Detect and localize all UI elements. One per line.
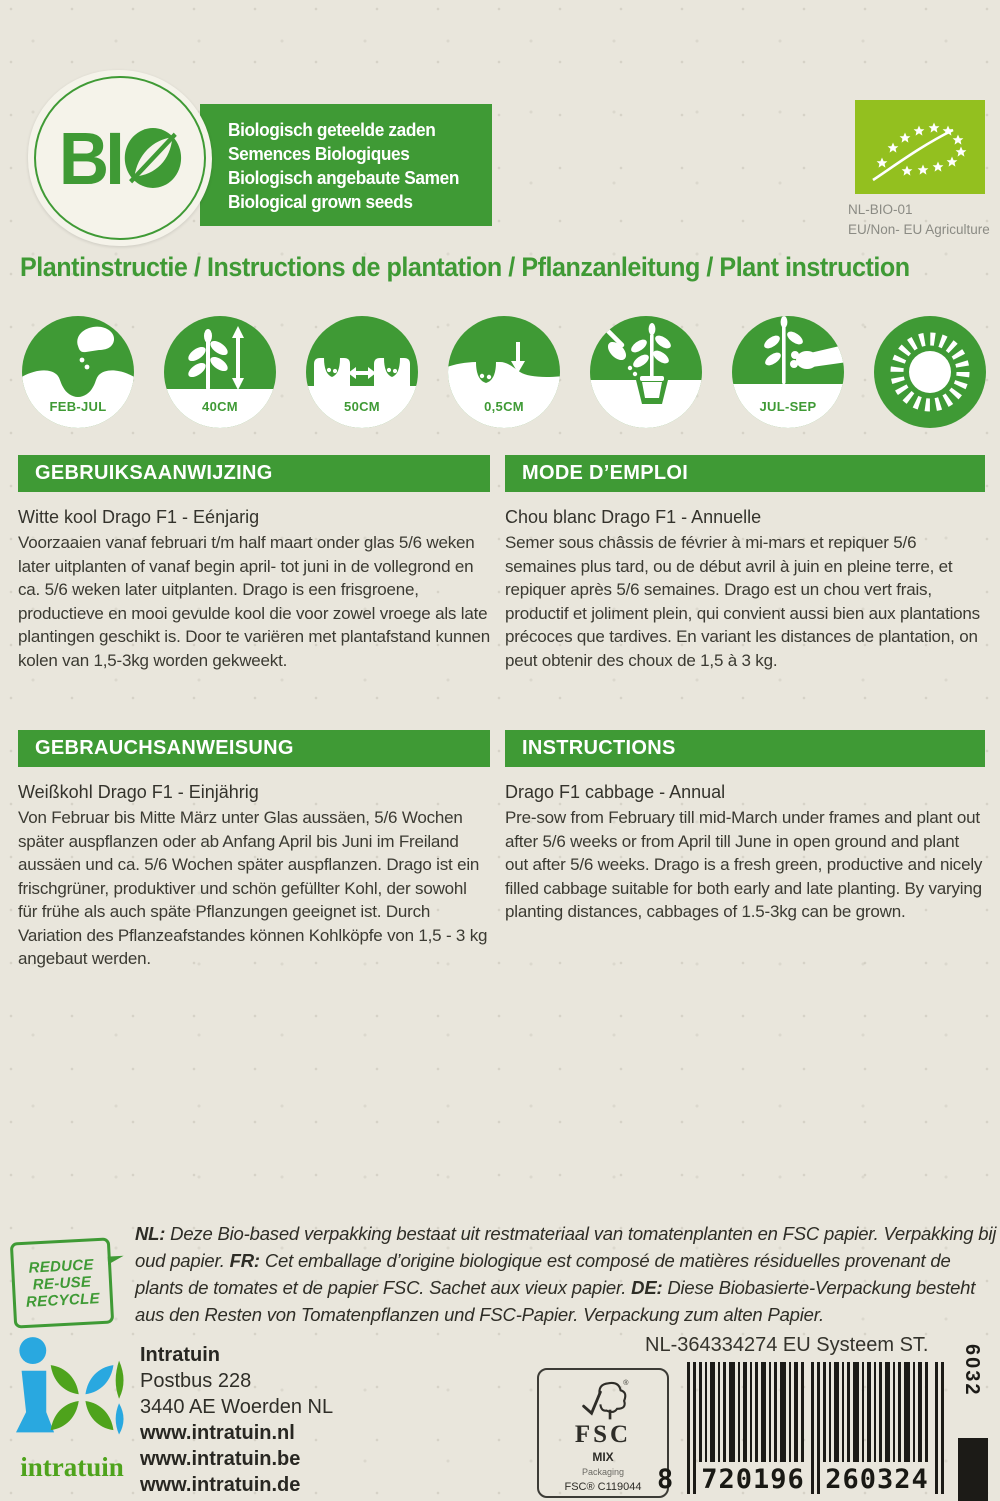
bio-line-fr: Semences Biologiques xyxy=(228,144,410,164)
bio-logo-bi: BI xyxy=(58,116,121,200)
eu-organic-leaf-logo xyxy=(855,100,985,194)
svg-text:®: ® xyxy=(623,1380,629,1388)
plant-height-icon xyxy=(164,316,276,428)
harvest-period-icon xyxy=(732,316,844,428)
address-line: Postbus 228 xyxy=(140,1370,252,1392)
print-mark-bar xyxy=(958,1438,988,1501)
instructions-text-fr: Semer sous châssis de février à mi-mars et repiquer 5/6 semaines plus tard, ou de début avril à juin en pleine terre, et repiquer après 5/6 semaines. Drago est un chou vert frais, productif et joliment plein, qui convient aussi bien aux plantations précoces que tardives. En variant les distances de plantation, on peut obtenir des choux de 1,5 à 3 kg. xyxy=(505,533,980,670)
row-spacing-icon xyxy=(306,316,418,428)
instructions-text-en: Pre-sow from February till mid-March under frames and plant out after 5/6 weeks or from April till June in open ground and plant out after 5/6 weeks. Drago is a fresh green, productive and nicely filled cabbage suitable for both early and late planting. By varying planting distances, cabbages of 1.5-3kg can be grown. xyxy=(505,808,983,921)
variety-title-en: Drago F1 cabbage - Annual xyxy=(505,782,726,802)
bio-leaf-o-icon xyxy=(123,127,181,189)
section-header-de: GEBRAUCHSANWEISUNG xyxy=(18,730,490,767)
packaging-note-fr-label: FR: xyxy=(229,1250,260,1271)
eu-origin: EU/Non- EU Agriculture xyxy=(848,222,990,237)
variety-title-nl: Witte kool Drago F1 - Eénjarig xyxy=(18,507,260,527)
address-line: 3440 AE Woerden NL xyxy=(140,1396,334,1418)
fsc-tree-icon xyxy=(576,1378,630,1422)
bio-line-nl: Biologisch geteelde zaden xyxy=(228,120,436,140)
section-header-en: INSTRUCTIONS xyxy=(505,730,985,767)
packaging-note-de-text: Diese Biobasierte-Verpackung besteht aus den Resten von Tomatenpflanzen und FSC-Papier. Verpackung zum alten Papier. xyxy=(135,1277,976,1325)
instructions-text-nl: Voorzaaien vanaf februari t/m half maart onder glas 5/6 weken later uitplanten of vanaf begin april- tot juni in de vollegrond en ca. 5/6 weken later uitplanten. Drago is een frisgroene, productieve en mooi gevulde kool die voor zowel vroege als late plantingen geschikt is. Door te variëren met plantafstand kunnen kolen van 1,5-3kg worden gekweekt. xyxy=(18,533,490,670)
fsc-label xyxy=(537,1368,669,1498)
recycle-badge-line: RECYCLE xyxy=(25,1289,101,1311)
fsc-license: FSC® C119044 xyxy=(564,1481,642,1493)
section-instructions xyxy=(505,730,985,924)
bio-logo xyxy=(28,70,212,246)
barcode-digits-right: 260324 xyxy=(825,1464,929,1495)
intratuin-wordmark: intratuin xyxy=(20,1452,124,1482)
eu-control-code: NL-BIO-01 xyxy=(848,202,913,217)
transplanting-icon xyxy=(590,316,702,428)
sowing-depth-label: 0,5CM xyxy=(484,399,524,414)
section-gebrauchsanweisung xyxy=(18,730,490,971)
fsc-packaging: Packaging xyxy=(581,1467,625,1477)
harvest-period-label: JUL-SEP xyxy=(759,399,817,414)
intratuin-logo-icon xyxy=(16,1336,128,1448)
eu-organic-caption xyxy=(848,200,990,240)
company-name: Intratuin xyxy=(140,1344,220,1366)
barcode xyxy=(653,1362,953,1500)
website-be: www.intratuin.be xyxy=(140,1448,301,1470)
packaging-note-nl-label: NL: xyxy=(135,1223,166,1244)
recycle-badge-line: REDUCE xyxy=(28,1255,95,1277)
batch-code: 6032 xyxy=(961,1344,983,1397)
sowing-period-label: FEB-JUL xyxy=(49,399,107,414)
recycle-badge xyxy=(10,1237,114,1328)
bio-logo-text xyxy=(58,116,181,201)
bio-line-de: Biologisch angebaute Samen xyxy=(228,168,460,188)
packaging-note-fr-text: Cet emballage d’origine biologique est composé de matières résiduelles provenant de plants de tomates et de papier FSC. Sachet aux vieux papier. xyxy=(135,1250,951,1298)
website-de: www.intratuin.de xyxy=(140,1474,301,1496)
bio-line-en: Biological grown seeds xyxy=(228,192,413,212)
company-address xyxy=(140,1342,333,1498)
packaging-note-de-label: DE: xyxy=(631,1277,663,1298)
variety-title-fr: Chou blanc Drago F1 - Annuelle xyxy=(505,507,762,527)
pictogram-row xyxy=(0,316,1000,432)
eu-system-code: NL-364334274 EU Systeem ST. xyxy=(645,1334,929,1356)
barcode-digits-left: 720196 xyxy=(701,1464,805,1495)
section-gebruiksaanwijzing xyxy=(18,455,490,672)
variety-title-de: Weißkohl Drago F1 - Einjährig xyxy=(18,782,259,802)
fsc-name: FSC xyxy=(574,1421,632,1448)
full-sun-icon xyxy=(874,316,986,428)
section-header-nl: GEBRUIKSAANWIJZING xyxy=(18,455,490,492)
recycle-badge-line: RE-USE xyxy=(32,1272,92,1294)
packaging-note xyxy=(135,1220,997,1328)
bio-languages-box xyxy=(200,104,492,226)
row-spacing-label: 50CM xyxy=(344,399,380,414)
section-mode-demploi xyxy=(505,455,985,672)
plant-height-label: 40CM xyxy=(202,399,238,414)
packaging-note-nl-text: Deze Bio-based verpakking bestaat uit restmateriaal van tomatenplanten en FSC papier. Verpakking bij oud papier. xyxy=(135,1223,997,1271)
barcode-lead-digit: 8 xyxy=(657,1464,675,1495)
section-header-fr: MODE D’EMPLOI xyxy=(505,455,985,492)
fsc-mix: MIX xyxy=(592,1450,614,1464)
page-title: Plantinstructie / Instructions de plantation / Pflanzanleitung / Plant instruction xyxy=(20,252,910,282)
instructions-text-de: Von Februar bis Mitte März unter Glas aussäen, 5/6 Wochen später auspflanzen oder ab Anfang April bis Juni im Freiland aussäen und ca. 5/6 Wochen später auspflanzen. Drago ist ein frischgrüner, produktiver und schön gefüllter Kohl, der sowohl für frühe als auch späte Pflanzungen geeignet ist. Durch Variation des Pflanzeafstandes können Kohlköpfe von 1,5 - 3 kg angebaut werden. xyxy=(18,808,488,968)
sowing-depth-icon xyxy=(448,316,560,428)
sowing-period-icon xyxy=(22,316,134,428)
website-nl: www.intratuin.nl xyxy=(140,1422,295,1444)
